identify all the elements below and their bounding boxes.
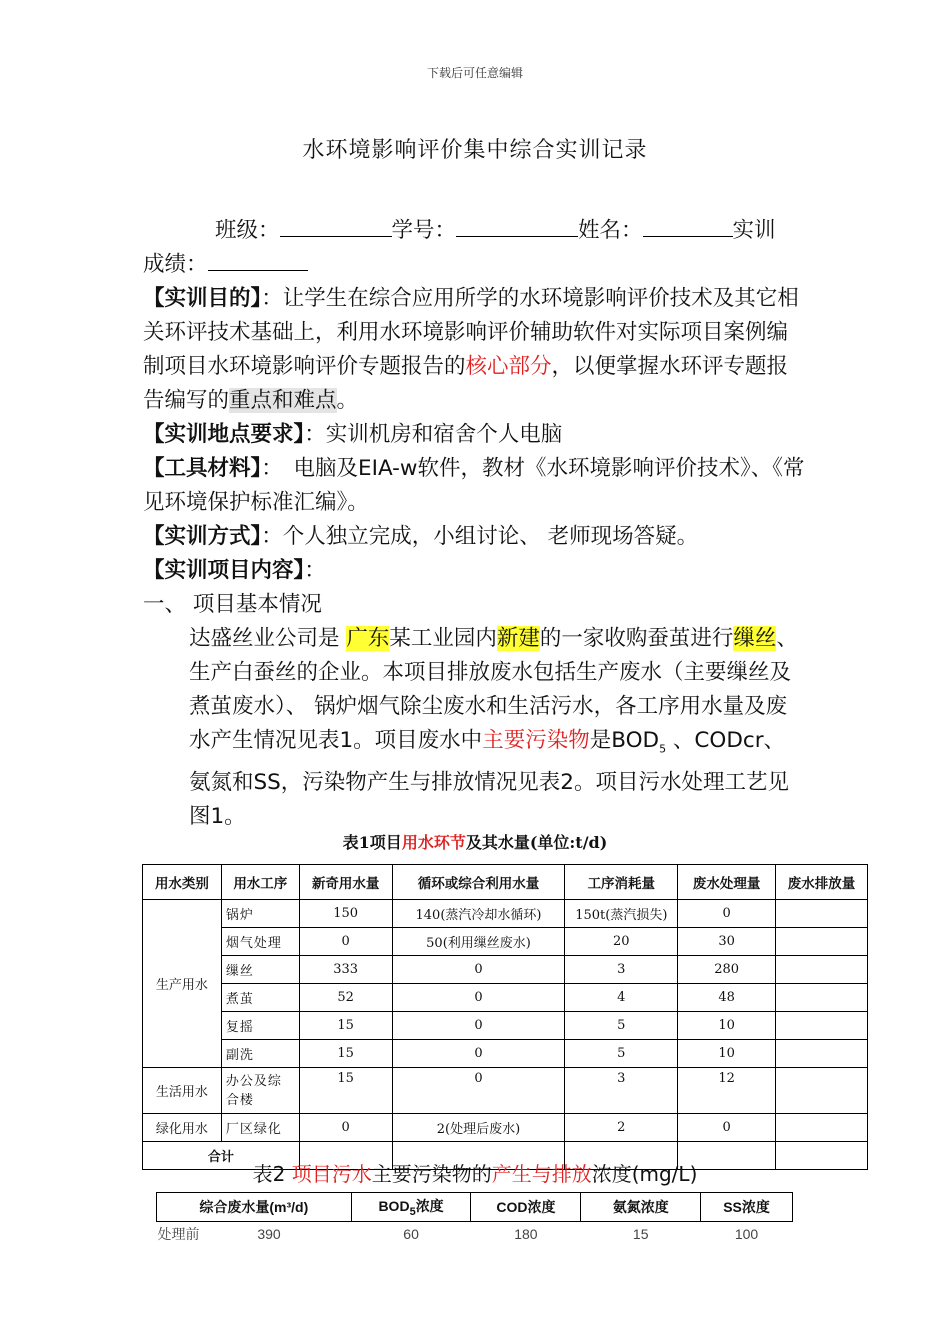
table2-caption [0, 1158, 950, 1187]
project-paragraph [143, 622, 808, 834]
para-text-3: 的一家收购蚕茧进行 [539, 626, 734, 651]
table-cell [776, 1012, 868, 1040]
method-text: ：个人独立完成，小组讨论、 老师现场答疑。 [261, 524, 699, 549]
location-label: 【实训地点要求】 [143, 422, 305, 447]
table-row [157, 1222, 793, 1247]
header-cell: 综合废水量(m³/d) [157, 1193, 352, 1222]
para-highlight-1: 广东 [346, 626, 390, 651]
table-row [143, 900, 868, 928]
score-line [143, 248, 808, 282]
table-cell: 333 [299, 956, 392, 984]
section-heading: 一、 项目基本情况 [143, 592, 322, 617]
method-paragraph [143, 520, 808, 554]
table-cell: 52 [299, 984, 392, 1012]
id-blank[interactable] [456, 214, 578, 237]
class-label: 班级： [215, 218, 280, 243]
para-text-5: 是BOD [589, 728, 660, 753]
bod-subscript: 5 [409, 1205, 416, 1218]
table-cell: 12 [678, 1068, 776, 1114]
table-cell: 0 [678, 900, 776, 928]
name-label: 姓名： [578, 218, 643, 243]
header-cell: 用水工序 [221, 865, 299, 900]
purpose-red-text: 核心部分 [465, 354, 552, 379]
table-row [143, 928, 868, 956]
table-cell: 0 [678, 1114, 776, 1142]
para-highlight-2: 新建 [496, 626, 540, 651]
table-cell: 140(蒸汽冷却水循环) [392, 900, 565, 928]
table2-caption-red-2: 产生与排放 [491, 1162, 592, 1186]
para-text-6: 、CODcr、 氨氮和SS，污染物产生与排放情况见表2。项目污水处理工艺见图1。 [189, 728, 789, 830]
table-cell: 3 [565, 1068, 678, 1114]
content-text: ： [304, 558, 326, 583]
table-cell: 390 [257, 1226, 281, 1242]
table2-caption-a: 表2 [252, 1162, 292, 1186]
table-cell: 2(处理后废水) [392, 1114, 565, 1142]
table-cell: 15 [299, 1012, 392, 1040]
table2-caption-c: 浓度(mg/L) [591, 1162, 698, 1186]
document-title: 水环境影响评价集中综合实训记录 [302, 138, 648, 163]
table-cell: 180 [514, 1226, 538, 1242]
tools-label: 【工具材料】 [143, 456, 262, 481]
table-cell: 5 [565, 1040, 678, 1068]
table1-caption-a: 表1项目 [342, 833, 402, 852]
purpose-paragraph [143, 282, 808, 418]
header-cell: 用水类别 [143, 865, 222, 900]
document-body [143, 214, 808, 834]
table-cell [776, 956, 868, 984]
table-cell: 厂区绿化 [221, 1114, 299, 1142]
table-row [143, 1040, 868, 1068]
table-cell: 50(利用缫丝废水) [392, 928, 565, 956]
table-cell: 缫丝 [221, 956, 299, 984]
group-cell-living: 生活用水 [143, 1068, 222, 1114]
table-cell: 5 [565, 1012, 678, 1040]
header-cell: 工序消耗量 [565, 865, 678, 900]
table1-caption-red: 用水环节 [401, 833, 466, 852]
table-cell: 0 [392, 1012, 565, 1040]
table-cell: 烟气处理 [221, 928, 299, 956]
table-cell: 0 [392, 984, 565, 1012]
header-cell: 废水处理量 [678, 865, 776, 900]
table-cell: 锅炉 [221, 900, 299, 928]
table-cell: 10 [678, 1040, 776, 1068]
table-row [143, 1012, 868, 1040]
table-cell [776, 984, 868, 1012]
para-subscript: 5 [659, 742, 667, 756]
table-cell: 15 [299, 1040, 392, 1068]
table-row [143, 984, 868, 1012]
table-cell: 2 [565, 1114, 678, 1142]
group-cell-green: 绿化用水 [143, 1114, 222, 1142]
bod-suffix: 浓度 [415, 1198, 444, 1215]
table-cell: 3 [565, 956, 678, 984]
purpose-highlight: 重点和难点 [229, 388, 337, 413]
table-cell: 30 [678, 928, 776, 956]
table-cell [776, 928, 868, 956]
table-cell: 15 [299, 1068, 392, 1114]
method-label: 【实训方式】 [143, 524, 262, 549]
table1-caption-b: 及其水量(单位:t/d) [465, 833, 608, 852]
header-cell: 废水排放量 [776, 865, 868, 900]
table-cell: 100 [734, 1226, 759, 1242]
para-red-text: 主要污染物 [482, 728, 590, 753]
purpose-text-2: ，以便掌握水环评专题报告编写的 [143, 354, 789, 413]
table-cell: 4 [565, 984, 678, 1012]
table-cell: 15 [632, 1226, 649, 1242]
content-paragraph [143, 554, 808, 588]
name-blank[interactable] [643, 214, 733, 237]
table-cell: 0 [392, 1068, 565, 1114]
location-paragraph [143, 418, 808, 452]
group-cell-production: 生产用水 [143, 900, 222, 1068]
table-cell: 副洗 [221, 1040, 299, 1068]
para-text-4: 、 生产白蚕丝的企业。本项目排放废水包括生产废水（主要缫丝及煮茧废水）、 锅炉烟气除尘废水和生活污水，各工序用水量及废水产生情况见表1。项目废水中 [189, 626, 798, 753]
content-label: 【实训项目内容】 [143, 558, 305, 583]
table-cell: 60 [403, 1226, 419, 1242]
table-cell: 20 [565, 928, 678, 956]
header-cell: COD浓度 [471, 1193, 581, 1222]
header-cell [351, 1193, 471, 1222]
table-cell: 10 [678, 1012, 776, 1040]
table-row [143, 1114, 868, 1142]
table2-caption-red-1: 项目污水 [291, 1162, 372, 1186]
purpose-end: 。 [336, 388, 359, 413]
table-cell [776, 1114, 868, 1142]
class-blank[interactable] [280, 214, 392, 237]
table-cell: 150t(蒸汽损失) [565, 900, 678, 928]
score-blank[interactable] [208, 248, 308, 271]
table-cell: 处理前 [157, 1227, 200, 1243]
table-cell [776, 1040, 868, 1068]
table-cell: 0 [299, 1114, 392, 1142]
table-cell [776, 1068, 868, 1114]
para-text-1: 达盛丝业公司是 [189, 626, 347, 651]
table-cell: 0 [299, 928, 392, 956]
table-cell: 150 [299, 900, 392, 928]
table-header-row [157, 1193, 793, 1222]
info-line [143, 214, 808, 248]
tools-text: ： 电脑及EIA-w软件，教材《水环境影响评价技术》、《常见环境保护标准汇编》。 [143, 456, 805, 515]
id-label: 学号： [391, 218, 457, 243]
para-text-2: 某工业园内 [389, 626, 497, 651]
header-cell: 氨氮浓度 [581, 1193, 701, 1222]
table2-caption-b: 主要污染物的 [371, 1162, 492, 1186]
table1-caption [0, 830, 950, 853]
table-cell: 48 [678, 984, 776, 1012]
table-cell: 280 [678, 956, 776, 984]
table-cell [776, 900, 868, 928]
score-label-2: 成绩： [143, 252, 208, 277]
total-label: 合计 [143, 1142, 300, 1170]
table-cell: 0 [392, 1040, 565, 1068]
table-header-row [143, 865, 868, 900]
tools-paragraph [143, 452, 808, 520]
table-cell: 办公及综合楼 [221, 1068, 299, 1114]
header-cell: SS浓度 [701, 1193, 793, 1222]
purpose-text: ：让学生在综合应用所学的水环境影响评价技术及其它相关环评技术基础上，利用水环境影响评价辅助软件对实际项目案例编制项目水环境影响评价专题报告的 [143, 286, 799, 379]
header-cell: 循环或综合利用水量 [392, 865, 565, 900]
score-label-1: 实训 [732, 218, 776, 243]
location-text: ：实训机房和宿舍个人电脑 [304, 422, 563, 447]
header-cell: 新奇用水量 [299, 865, 392, 900]
pollutant-table [156, 1192, 793, 1246]
page-header: 下载后可任意编辑 [426, 66, 523, 80]
table-cell: 0 [392, 956, 565, 984]
para-highlight-3: 缫丝 [733, 626, 777, 651]
table-row [143, 956, 868, 984]
table-row [143, 1068, 868, 1114]
table-cell: 煮茧 [221, 984, 299, 1012]
water-usage-table [142, 864, 868, 1170]
table-cell: 复摇 [221, 1012, 299, 1040]
bod-label: BOD [378, 1198, 410, 1215]
purpose-label: 【实训目的】 [143, 286, 262, 311]
